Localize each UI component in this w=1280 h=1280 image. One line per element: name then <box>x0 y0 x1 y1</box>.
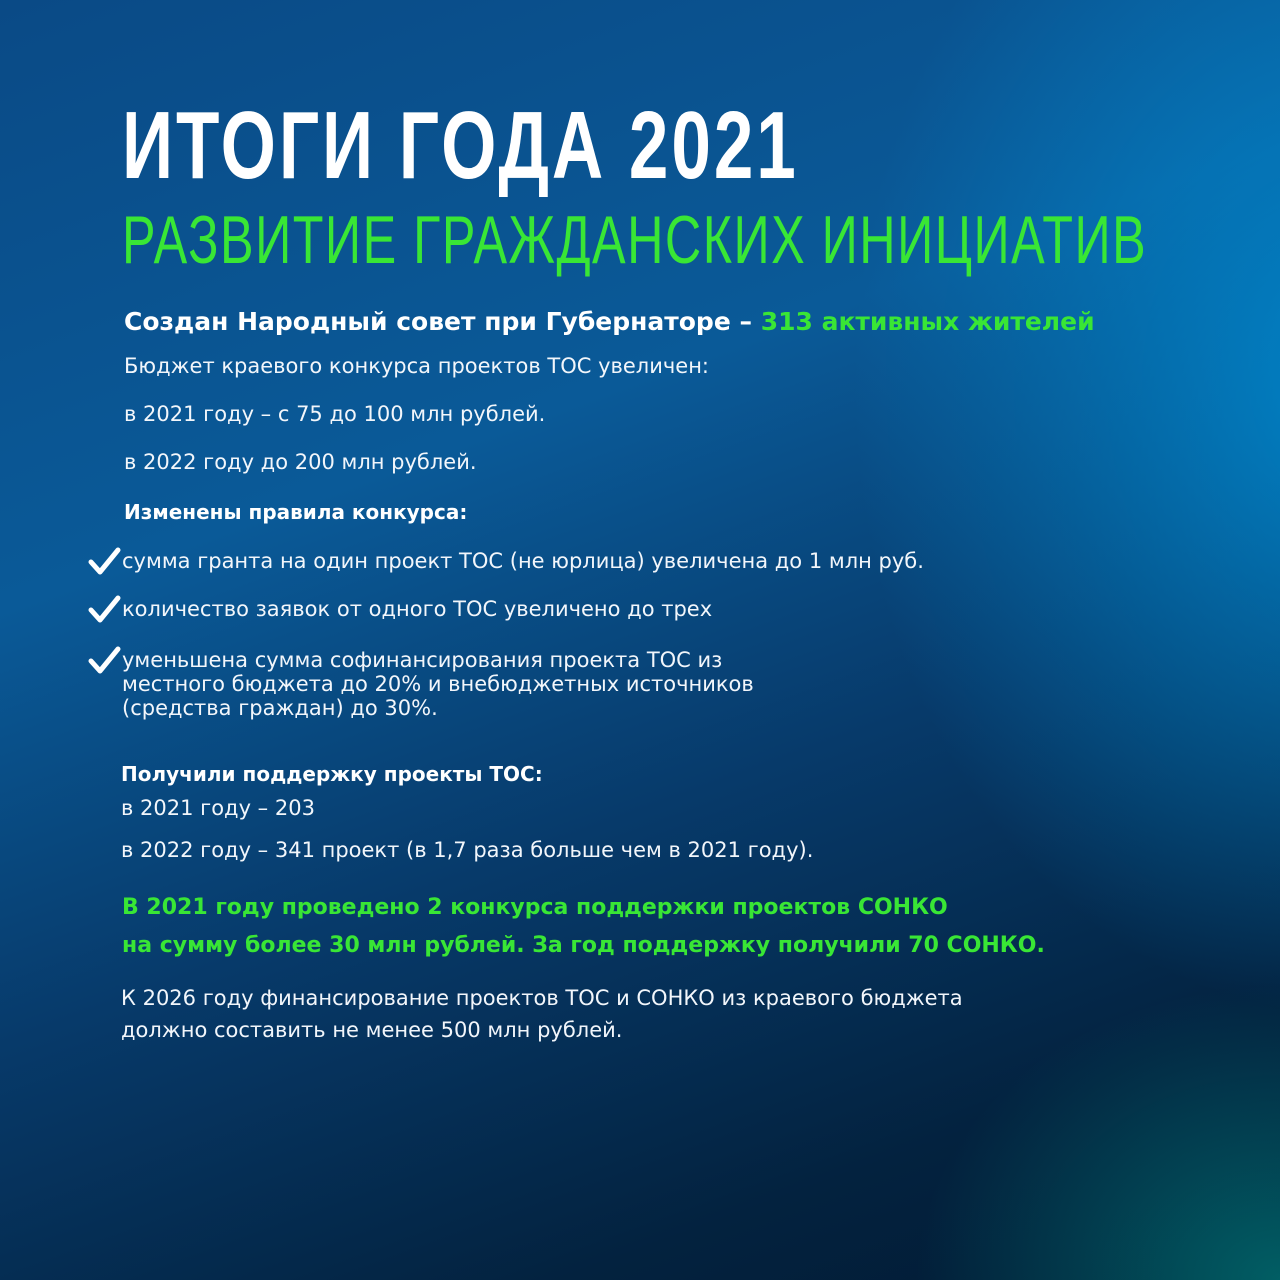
support-heading: Получили поддержку проекты ТОС: <box>121 762 543 786</box>
budget-intro: Бюджет краевого конкурса проектов ТОС увеличен: <box>124 354 709 378</box>
outlook-line-1: К 2026 году финансирование проектов ТОС и СОНКО из краевого бюджета <box>121 986 963 1010</box>
rule-text-line: (средства граждан) до 30%. <box>122 696 438 720</box>
support-2021: в 2021 году – 203 <box>121 796 315 820</box>
budget-2022: в 2022 году до 200 млн рублей. <box>124 450 477 474</box>
lead-statement <box>124 305 1095 339</box>
page-subtitle: РАЗВИТИЕ ГРАЖДАНСКИХ ИНИЦИАТИВ <box>122 202 1148 278</box>
sonko-line-1: В 2021 году проведено 2 конкурса поддержки проектов СОНКО <box>122 895 948 920</box>
checkmark-icon <box>88 594 122 624</box>
rule-text-block <box>122 648 754 720</box>
rule-item <box>88 645 754 720</box>
rule-item <box>88 594 712 624</box>
rules-heading: Изменены правила конкурса: <box>124 500 468 524</box>
rule-text: сумма гранта на один проект ТОС (не юрлица) увеличена до 1 млн руб. <box>122 549 924 573</box>
rule-text: количество заявок от одного ТОС увеличено до трех <box>122 597 713 621</box>
budget-2021: в 2021 году – с 75 до 100 млн рублей. <box>124 402 546 426</box>
outlook-line-2: должно составить не менее 500 млн рублей. <box>121 1018 623 1042</box>
rule-text-line: местного бюджета до 20% и внебюджетных источников <box>122 672 754 696</box>
checkmark-icon <box>88 546 122 576</box>
rule-item <box>88 546 924 576</box>
page-title: ИТОГИ ГОДА 2021 <box>122 92 799 199</box>
rule-text-line: уменьшена сумма софинансирования проекта ТОС из <box>122 648 723 672</box>
lead-highlight: 313 активных жителей <box>760 307 1095 336</box>
support-2022: в 2022 году – 341 проект (в 1,7 раза больше чем в 2021 году). <box>121 838 814 862</box>
lead-text: Создан Народный совет при Губернаторе – <box>124 307 761 336</box>
sonko-line-2: на сумму более 30 млн рублей. За год поддержку получили 70 СОНКО. <box>122 933 1045 958</box>
checkmark-icon <box>88 645 122 675</box>
